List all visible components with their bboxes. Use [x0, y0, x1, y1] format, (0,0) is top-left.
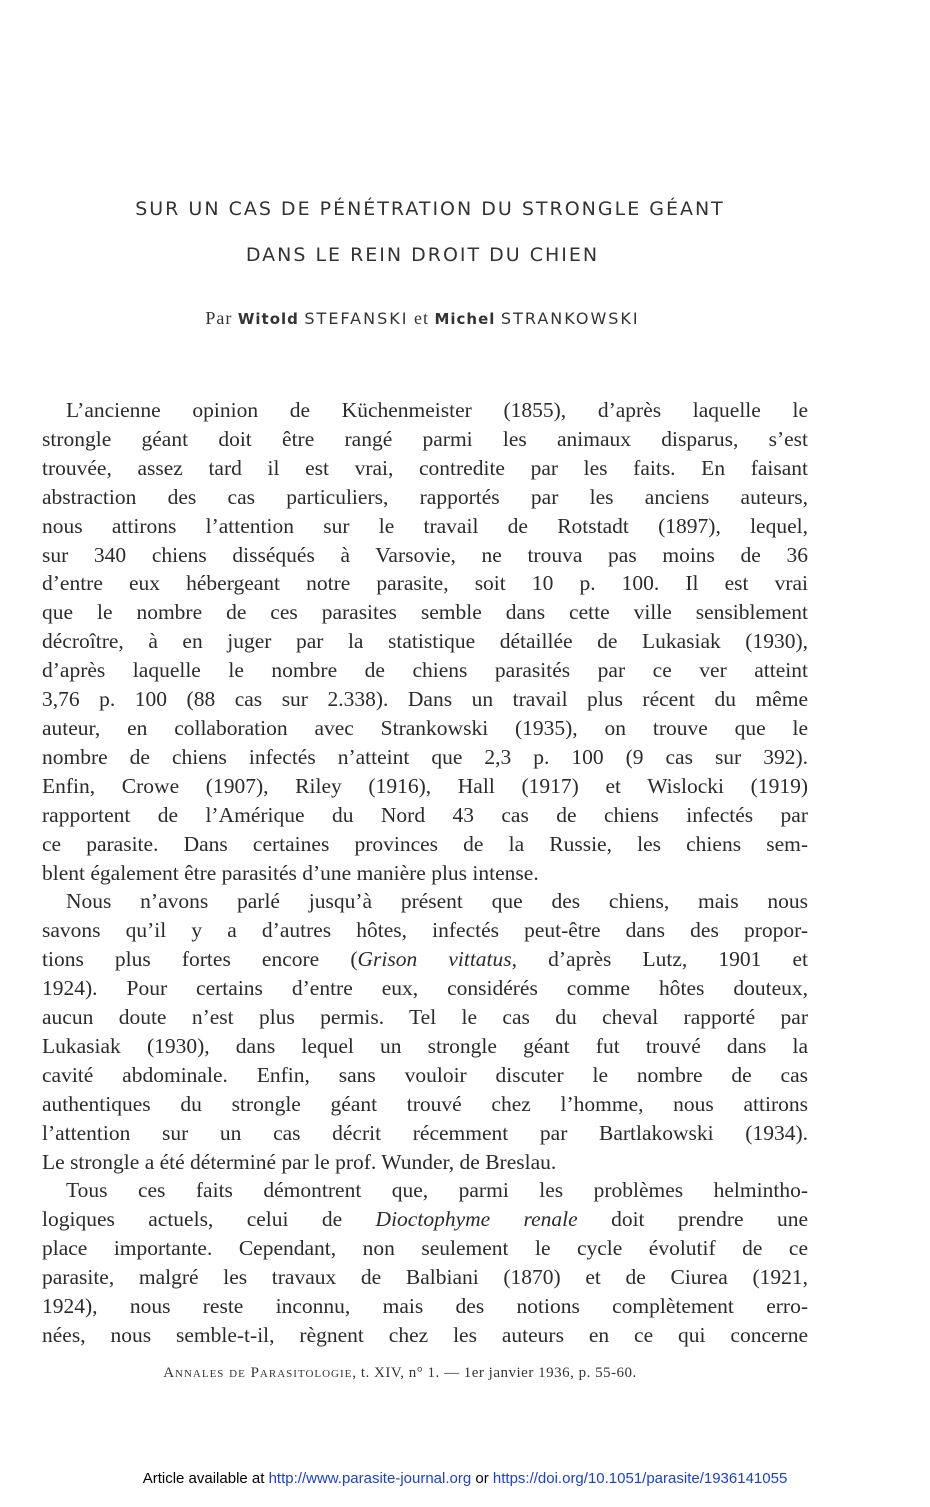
- availability-notice: [0, 1470, 930, 1487]
- citation-details: , t. XIV, n° 1. — 1er janvier 1936, p. 55-60.: [352, 1365, 637, 1381]
- doi-link[interactable]: https://doi.org/10.1051/parasite/1936141055: [492, 1470, 788, 1487]
- body-line: place importante. Cependant, non seulement le cycle évolutif de ce: [42, 1236, 808, 1261]
- body-line: auteur, en collaboration avec Strankowski (1935), on trouve que le: [42, 715, 808, 740]
- body-line-dioctophyme: [42, 1205, 808, 1234]
- author2-first: Michel: [434, 310, 496, 328]
- body-line: nous attirons l’attention sur le travail de Rotstadt (1897), lequel,: [42, 513, 808, 538]
- author1-last: STEFANSKI: [304, 309, 409, 328]
- body-line: d’après laquelle le nombre de chiens parasités par ce ver atteint: [42, 658, 808, 683]
- body-line-grison: [42, 945, 808, 974]
- body-line: Lukasiak (1930), dans lequel un strongle géant fut trouvé dans la: [42, 1033, 808, 1058]
- body-line: Tous ces faits démontrent que, parmi les problèmes helmintho-: [66, 1178, 808, 1203]
- body-line: parasite, malgré les travaux de Balbiani (1870) et de Ciurea (1921,: [42, 1265, 808, 1290]
- body-line-text: d’après Lutz, 1901 et: [517, 947, 809, 972]
- body-line: nombre de chiens infectés n’atteint que 2,3 p. 100 (9 cas sur 392).: [42, 744, 808, 769]
- authors-prefix: Par: [205, 308, 233, 328]
- body-line: sur 340 chiens disséqués à Varsovie, ne trouva pas moins de 36: [42, 542, 808, 567]
- body-line-text: logiques actuels, celui de: [42, 1207, 376, 1232]
- body-line: Enfin, Crowe (1907), Riley (1916), Hall (1917) et Wislocki (1919): [42, 773, 808, 798]
- body-line: authentiques du strongle géant trouvé chez l’homme, nous attirons: [42, 1091, 808, 1116]
- body-line: cavité abdominale. Enfin, sans vouloir discuter le nombre de cas: [42, 1062, 808, 1087]
- body-line: ce parasite. Dans certaines provinces de la Russie, les chiens sem-: [42, 831, 808, 856]
- journal-name: Annales de Parasitologie: [163, 1365, 353, 1381]
- article-body: [42, 396, 808, 1350]
- species-name-grison: Grison vittatus,: [357, 947, 518, 972]
- availability-prefix: Article available at: [142, 1470, 269, 1487]
- title-line-1: SUR UN CAS DE PÉNÉTRATION DU STRONGLE GÉANT: [135, 198, 725, 220]
- body-line: Le strongle a été déterminé par le prof. Wunder, de Breslau.: [42, 1149, 557, 1174]
- journal-citation: [0, 1365, 800, 1382]
- body-line: blent également être parasités d’une manière plus intense.: [42, 860, 539, 885]
- body-line: 1924), nous reste inconnu, mais des notions complètement erro-: [42, 1294, 808, 1319]
- title-line-2: DANS LE REIN DROIT DU CHIEN: [245, 244, 600, 266]
- body-line: abstraction des cas particuliers, rapportés par les anciens auteurs,: [42, 484, 808, 509]
- availability-middle: or: [471, 1470, 493, 1487]
- author2-last: STRANKOWSKI: [500, 309, 640, 328]
- body-line-text: tions plus fortes encore (: [42, 947, 358, 972]
- body-line: trouvée, assez tard il est vrai, contredite par les faits. En faisant: [42, 455, 808, 480]
- body-line: rapportent de l’Amérique du Nord 43 cas de chiens infectés par: [42, 802, 808, 827]
- body-line: d’entre eux hébergeant notre parasite, soit 10 p. 100. Il est vrai: [42, 571, 808, 596]
- body-line: 1924). Pour certains d’entre eux, considérés comme hôtes douteux,: [42, 976, 808, 1001]
- body-line: l’attention sur un cas décrit récemment par Bartlakowski (1934).: [42, 1120, 808, 1145]
- body-line: 3,76 p. 100 (88 cas sur 2.338). Dans un travail plus récent du même: [42, 687, 808, 712]
- body-line: décroître, à en juger par la statistique détaillée de Lukasiak (1930),: [42, 629, 808, 654]
- authors-conj: et: [413, 308, 429, 328]
- body-line: aucun doute n’est plus permis. Tel le cas du cheval rapporté par: [42, 1005, 808, 1030]
- journal-link[interactable]: http://www.parasite-journal.org: [268, 1470, 472, 1487]
- body-line: strongle géant doit être rangé parmi les animaux disparus, s’est: [42, 426, 808, 451]
- body-line: L’ancienne opinion de Küchenmeister (1855), d’après laquelle le: [66, 398, 808, 422]
- body-line: savons qu’il y a d’autres hôtes, infectés peut-être dans des propor-: [42, 918, 808, 943]
- author-line: [0, 308, 845, 329]
- body-line: que le nombre de ces parasites semble dans cette ville sensiblement: [42, 600, 808, 625]
- body-line: nées, nous semble-t-il, règnent chez les auteurs en ce qui concerne: [42, 1323, 808, 1347]
- body-line: Nous n’avons parlé jusqu’à présent que des chiens, mais nous: [66, 889, 808, 914]
- body-line-text: doit prendre une: [577, 1207, 809, 1232]
- species-name-dioctophyme: Dioctophyme renale: [375, 1207, 578, 1232]
- author1-first: Witold: [237, 310, 299, 328]
